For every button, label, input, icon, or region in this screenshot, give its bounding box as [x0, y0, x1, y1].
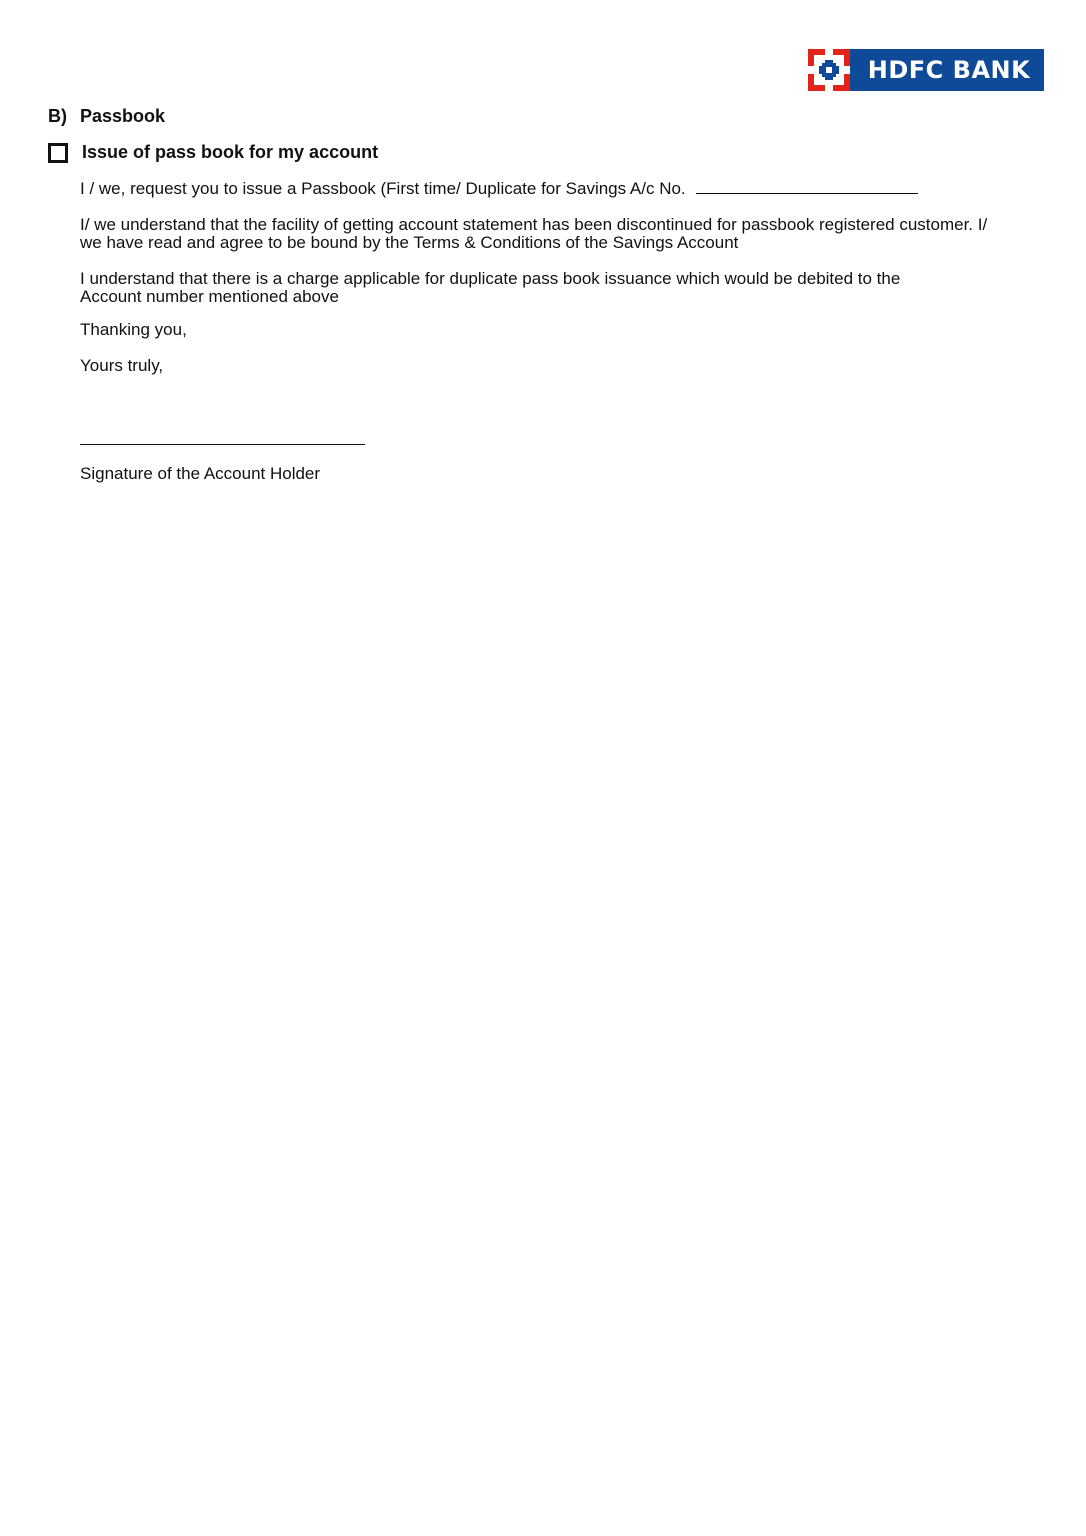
request-paragraph	[80, 180, 1040, 198]
charge-paragraph	[80, 270, 1040, 306]
charge-line-1: I understand that there is a charge applicable for duplicate pass book issuance which would be debited to the	[80, 269, 901, 288]
signature-label: Signature of the Account Holder	[80, 464, 321, 483]
understand-paragraph	[80, 216, 1040, 252]
hdfc-bank-logo	[808, 49, 1044, 91]
account-number-field[interactable]	[696, 181, 918, 194]
request-text: I / we, request you to issue a Passbook (First time/ Duplicate for Savings A/c No.	[80, 179, 686, 198]
signature-field[interactable]	[80, 444, 365, 445]
passbook-option[interactable]	[48, 142, 378, 163]
charge-line-2: Account number mentioned above	[80, 287, 339, 306]
closing-text: Yours truly,	[80, 356, 164, 375]
empty-checkbox-icon[interactable]	[48, 143, 68, 163]
section-heading	[48, 106, 165, 127]
section-letter: B)	[48, 106, 67, 126]
thanking-text: Thanking you,	[80, 320, 187, 339]
logo-wordmark: HDFC BANK	[850, 49, 1044, 91]
understand-line-2: we have read and agree to be bound by the Terms & Conditions of the Savings Account	[80, 233, 739, 252]
understand-line-1: I/ we understand that the facility of getting account statement has been discontinued for passbook registered customer. I/	[80, 215, 988, 234]
hdfc-logo-mark-icon	[808, 49, 850, 91]
section-title: Passbook	[80, 106, 166, 126]
passbook-option-label: Issue of pass book for my account	[82, 142, 379, 162]
